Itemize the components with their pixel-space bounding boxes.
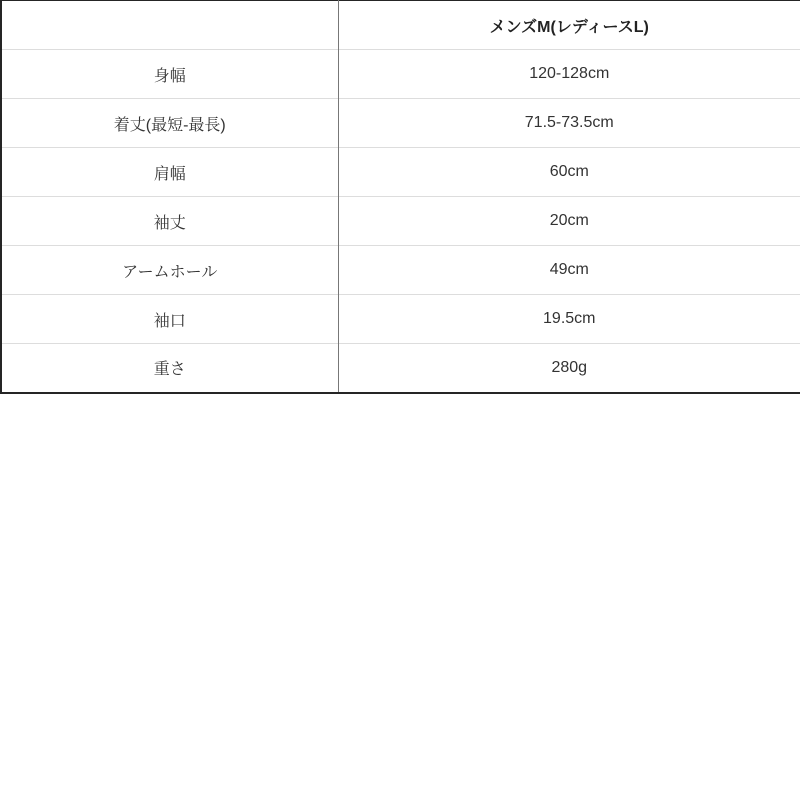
row-label-weight: 重さ [1, 344, 338, 393]
row-label-shoulder-width: 肩幅 [1, 148, 338, 197]
row-value-armhole: 49cm [338, 246, 800, 295]
row-value-shoulder-width: 60cm [338, 148, 800, 197]
size-chart-table [0, 0, 800, 394]
table-row [1, 295, 800, 344]
table-row [1, 148, 800, 197]
table-row [1, 246, 800, 295]
row-value-weight: 280g [338, 344, 800, 393]
row-value-cuff: 19.5cm [338, 295, 800, 344]
row-label-armhole: アームホール [1, 246, 338, 295]
table-row [1, 197, 800, 246]
row-label-sleeve-length: 袖丈 [1, 197, 338, 246]
header-empty-cell [1, 1, 338, 50]
row-value-sleeve-length: 20cm [338, 197, 800, 246]
header-row [1, 1, 800, 50]
table-row [1, 50, 800, 99]
header-size-label: メンズM(レディースL) [338, 1, 800, 50]
table-row [1, 99, 800, 148]
row-label-length: 着丈(最短-最長) [1, 99, 338, 148]
row-value-body-width: 120-128cm [338, 50, 800, 99]
row-label-cuff: 袖口 [1, 295, 338, 344]
row-value-length: 71.5-73.5cm [338, 99, 800, 148]
row-label-body-width: 身幅 [1, 50, 338, 99]
table-row [1, 344, 800, 393]
